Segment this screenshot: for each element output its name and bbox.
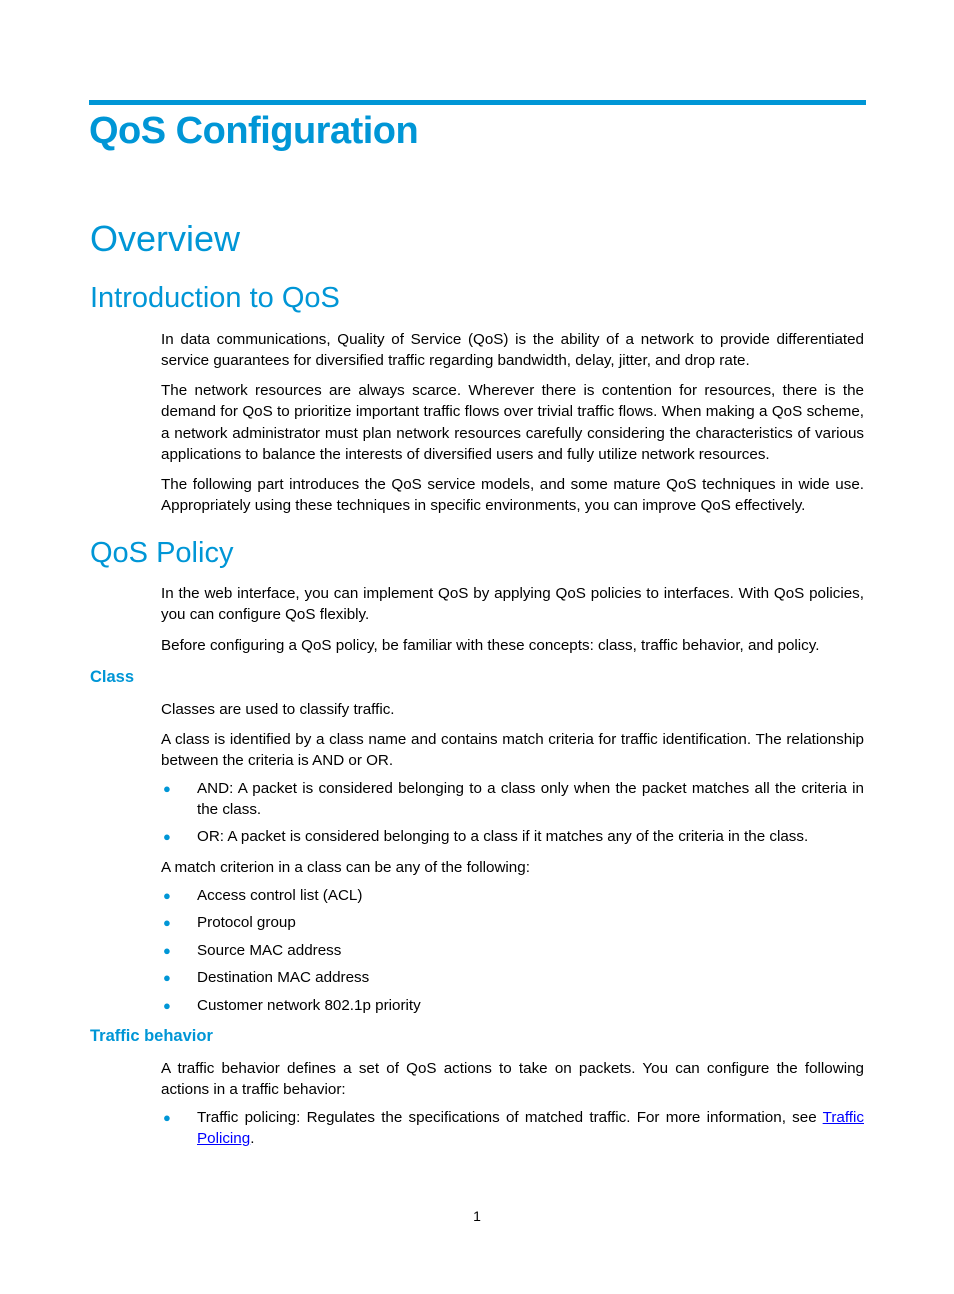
list-item bbox=[161, 826, 864, 847]
traffic-behavior-heading: Traffic behavior bbox=[90, 1027, 213, 1045]
list-item bbox=[161, 885, 864, 906]
intro-paragraph-1: In data communications, Quality of Service (QoS) is the ability of a network to provide differentiated service guarantees for diversified traffic regarding bandwidth, delay, jitter, and drop rate. bbox=[161, 331, 864, 370]
overview-heading: Overview bbox=[90, 218, 241, 259]
list-item bbox=[161, 995, 864, 1016]
bullet-icon: ● bbox=[163, 970, 171, 985]
list-item bbox=[161, 778, 864, 821]
policy-heading: QoS Policy bbox=[90, 537, 234, 569]
behavior-paragraph: A traffic behavior defines a set of QoS actions to take on packets. You can configure the following actions in a traffic behavior: bbox=[161, 1060, 864, 1099]
class-paragraph-2: A class is identified by a class name and contains match criteria for traffic identification. The relationship between the criteria is AND or OR. bbox=[161, 731, 864, 770]
page-number: 1 bbox=[473, 1208, 481, 1224]
class-heading: Class bbox=[90, 668, 135, 686]
list-item-text: Customer network 802.1p priority bbox=[197, 997, 421, 1014]
class-paragraph-1: Classes are used to classify traffic. bbox=[161, 701, 395, 718]
policing-bullet-end: . bbox=[250, 1130, 255, 1148]
chapter-top-rule bbox=[89, 100, 866, 105]
criteria-intro: A match criterion in a class can be any of the following: bbox=[161, 859, 530, 876]
policy-paragraph-1: In the web interface, you can implement QoS by applying QoS policies to interfaces. With QoS policies, you can configure QoS flexibly. bbox=[161, 585, 864, 624]
bullet-icon: ● bbox=[163, 888, 171, 903]
list-item-text: Destination MAC address bbox=[197, 969, 370, 986]
list-item-text: Source MAC address bbox=[197, 942, 342, 959]
list-item bbox=[161, 1107, 864, 1150]
list-item-text bbox=[197, 1107, 864, 1150]
intro-paragraph-3: The following part introduces the QoS service models, and some mature QoS techniques in wide use. Appropriately using these techniques in specific environments, you can improve QoS effectively. bbox=[161, 476, 864, 515]
policing-bullet-text: Traffic policing: Regulates the specifications of matched traffic. For more information, see bbox=[197, 1109, 823, 1126]
intro-paragraph-2: The network resources are always scarce. Wherever there is contention for resources, there is the demand for QoS to prioritize important traffic flows over trivial traffic flows. When making a QoS scheme, a network administrator must plan network resources carefully considering the characteristics of various applications to balance the interests of diversified users and fully utilize network resources. bbox=[161, 382, 864, 463]
bullet-icon: ● bbox=[163, 1110, 171, 1125]
list-item-text: OR: A packet is considered belonging to a class if it matches any of the criteria in the class. bbox=[197, 828, 809, 845]
policy-paragraph-2: Before configuring a QoS policy, be familiar with these concepts: class, traffic behavior, and policy. bbox=[161, 637, 820, 654]
list-item-text: Protocol group bbox=[197, 914, 296, 931]
bullet-icon: ● bbox=[163, 781, 171, 796]
bullet-icon: ● bbox=[163, 915, 171, 930]
bullet-icon: ● bbox=[163, 998, 171, 1013]
traffic-policing-link[interactable]: Traffic Policing bbox=[197, 1109, 864, 1148]
list-item bbox=[161, 912, 864, 933]
list-item bbox=[161, 940, 864, 961]
bullet-icon: ● bbox=[163, 829, 171, 844]
list-item bbox=[161, 967, 864, 988]
bullet-icon: ● bbox=[163, 943, 171, 958]
list-item-text: Access control list (ACL) bbox=[197, 887, 363, 904]
chapter-title: QoS Configuration bbox=[89, 110, 419, 152]
intro-heading: Introduction to QoS bbox=[90, 282, 340, 314]
list-item-text: AND: A packet is considered belonging to a class only when the packet matches all the criteria in the class. bbox=[197, 780, 864, 819]
